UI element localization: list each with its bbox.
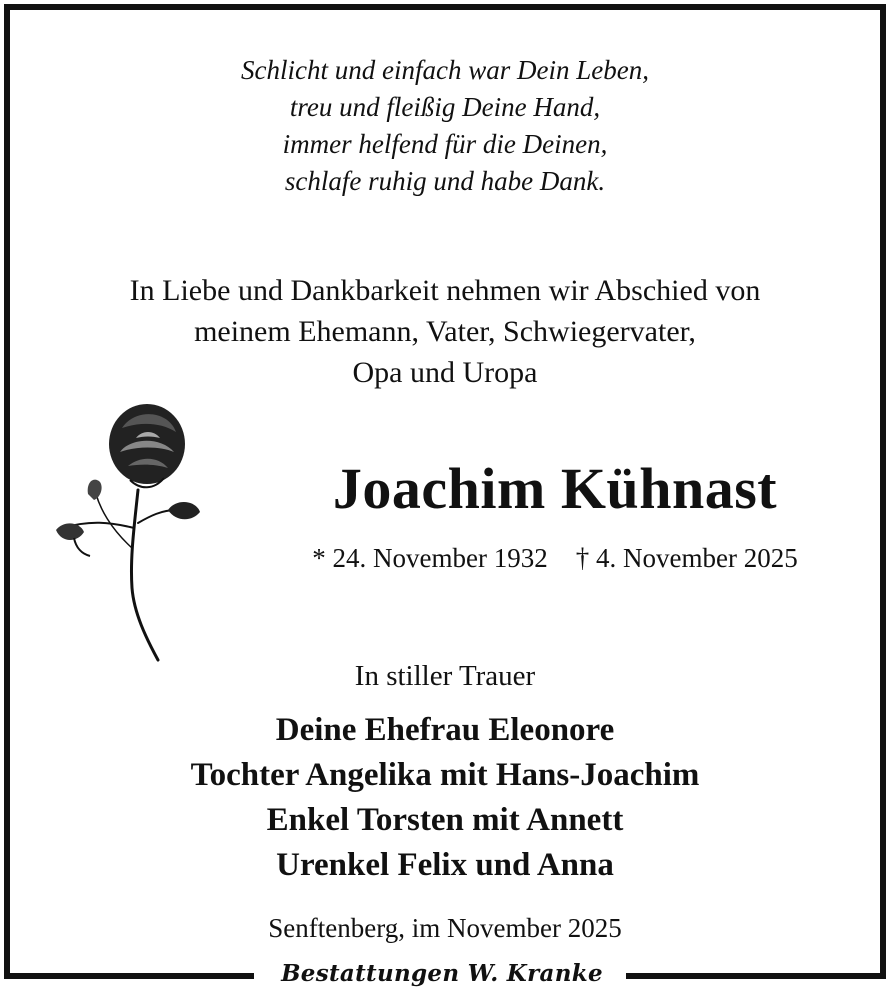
border-bottom-left xyxy=(4,973,254,979)
place-date: Senftenberg, im November 2025 xyxy=(268,913,622,943)
mourners-list xyxy=(0,708,890,888)
poem-line: schlafe ruhig und habe Dank. xyxy=(284,166,606,196)
poem-line: immer helfend für die Deinen, xyxy=(282,129,608,159)
rose-icon xyxy=(50,398,210,664)
intro-line: In Liebe und Dankbarkeit nehmen wir Abschied von xyxy=(129,274,761,307)
deceased-name: Joachim Kühnast xyxy=(332,456,778,521)
intro-line: meinem Ehemann, Vater, Schwiegervater, xyxy=(194,315,696,348)
mourner-line: Deine Ehefrau Eleonore xyxy=(275,712,615,748)
mourner-line: Tochter Angelika mit Hans-Joachim xyxy=(190,757,700,793)
mourner-line: Urenkel Felix und Anna xyxy=(276,847,614,883)
mourning-heading: In stiller Trauer xyxy=(354,660,536,692)
mourner-line: Enkel Torsten mit Annett xyxy=(266,802,624,838)
birth-date: * 24. November 1932 xyxy=(312,543,548,573)
border-top xyxy=(4,4,886,10)
death-date: † 4. November 2025 xyxy=(575,543,798,573)
border-bottom-right xyxy=(626,973,886,979)
undertaker-signature: Bestattungen W. Kranke xyxy=(281,960,603,987)
intro-text xyxy=(0,270,890,393)
poem-line: treu und fleißig Deine Hand, xyxy=(289,92,601,122)
poem-line: Schlicht und einfach war Dein Leben, xyxy=(241,55,649,85)
life-dates xyxy=(270,543,840,574)
intro-line: Opa und Uropa xyxy=(352,356,538,389)
poem xyxy=(0,52,890,200)
